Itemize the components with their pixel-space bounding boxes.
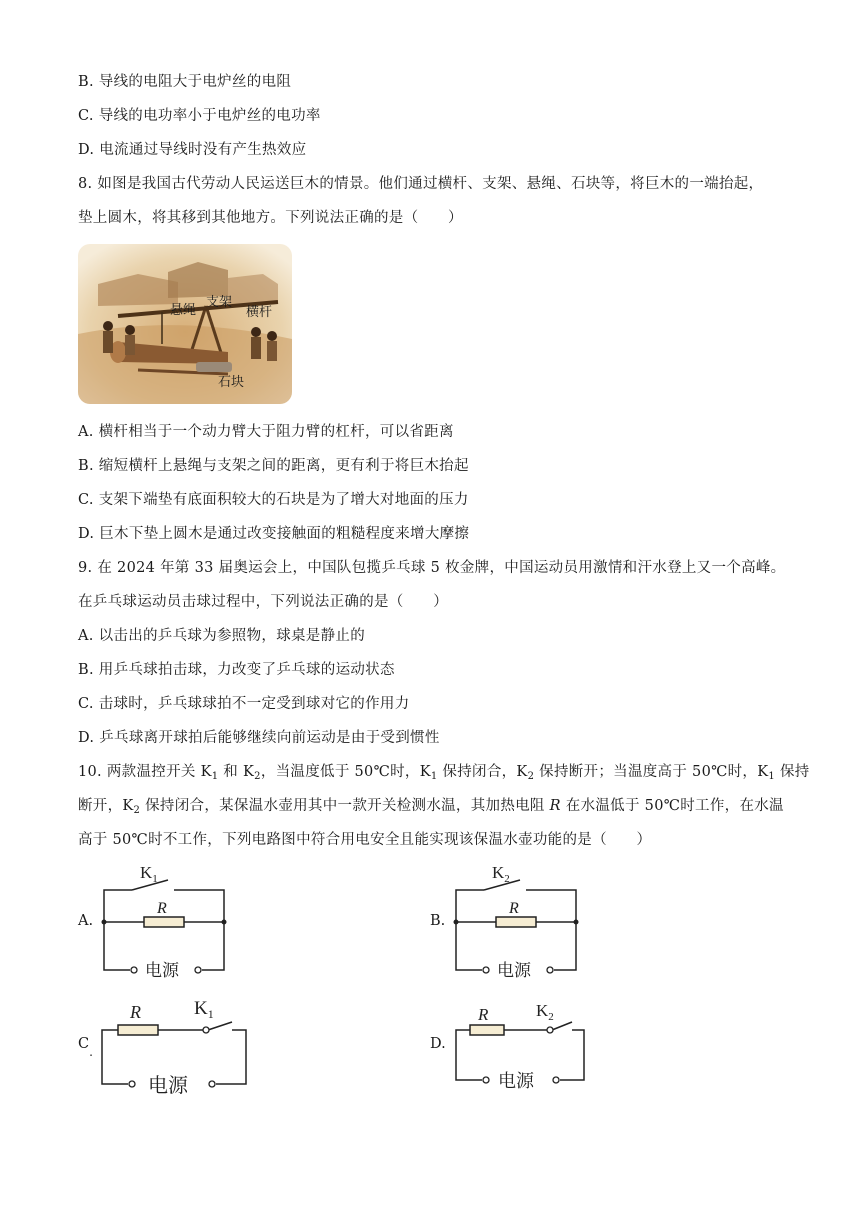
switch-label-k2: $K_2$ bbox=[536, 1001, 554, 1023]
q10-option-a-label: A. bbox=[78, 913, 94, 929]
q8-illustration bbox=[78, 244, 292, 404]
q8-option-b: B. 缩短横杆上悬绳与支架之间的距离，更有利于将巨木抬起 bbox=[78, 458, 469, 474]
ancient-log-transport-image bbox=[78, 244, 292, 404]
q10-circuit-a bbox=[98, 858, 238, 978]
q8-option-a: A. 横杆相当于一个动力臂大于阻力臂的杠杆，可以省距离 bbox=[78, 424, 454, 440]
q7-option-b: B. 导线的电阻大于电炉丝的电阻 bbox=[78, 74, 292, 90]
q10-stem-line1: 10. 两款温控开关 $K_1$ 和 $K_2$，当温度低于 50℃时，$K_1$ 保持闭合，$K_2$ 保持断开；当温度高于 50℃时，$K_1$ 保持 bbox=[78, 764, 810, 782]
q10-option-d-label: D. bbox=[430, 1036, 446, 1052]
q9-option-b: B. 用乒乓球拍击球，力改变了乒乓球的运动状态 bbox=[78, 662, 395, 678]
q10-circuit-c bbox=[96, 990, 256, 1096]
figure-label-stone: 石块 bbox=[218, 374, 245, 389]
q9-option-c: C. 击球时，乒乓球球拍不一定受到球对它的作用力 bbox=[78, 696, 410, 712]
power-source-label: 电源 bbox=[498, 1071, 534, 1090]
resistor-label: R bbox=[130, 1002, 141, 1022]
q10-stem-line2: 断开，$K_2$ 保持闭合，某保温水壶用其中一款开关检测水温，其加热电阻 R 在水温低于 50℃时工作，在水温 bbox=[78, 798, 784, 816]
q8-option-c: C. 支架下端垫有底面积较大的石块是为了增大对地面的压力 bbox=[78, 492, 469, 508]
figure-label-rope: 悬绳 bbox=[170, 302, 197, 317]
q10-circuit-b bbox=[450, 858, 590, 978]
resistor-label: R bbox=[157, 900, 167, 917]
switch-label-k2: $K_2$ bbox=[492, 863, 510, 885]
q10-stem-line3: 高于 50℃时不工作，下列电路图中符合用电安全且能实现该保温水壶功能的是（ ） bbox=[78, 832, 652, 848]
figure-label-lever: 横杆 bbox=[246, 304, 273, 319]
resistor-label: R bbox=[478, 1005, 489, 1024]
power-source-label: 电源 bbox=[497, 961, 531, 978]
q10-circuit-d bbox=[450, 994, 595, 1090]
power-source-label: 电源 bbox=[145, 961, 179, 978]
q8-option-d: D. 巨木下垫上圆木是通过改变接触面的粗糙程度来增大摩擦 bbox=[78, 526, 470, 542]
q9-stem-line2: 在乒乓球运动员击球过程中，下列说法正确的是（ ） bbox=[78, 594, 448, 610]
q10-option-b-label: B. bbox=[430, 913, 446, 929]
q9-option-a: A. 以击出的乒乓球为参照物，球桌是静止的 bbox=[78, 628, 365, 644]
figure-label-frame: 支架 bbox=[206, 294, 233, 309]
switch-label-k1: $K_1$ bbox=[140, 863, 158, 885]
q7-option-c: C. 导线的电功率小于电炉丝的电功率 bbox=[78, 108, 321, 124]
power-source-label: 电源 bbox=[148, 1075, 188, 1096]
q9-option-d: D. 乒乓球离开球拍后能够继续向前运动是由于受到惯性 bbox=[78, 730, 440, 746]
switch-label-k1: $K_1$ bbox=[194, 998, 214, 1021]
q8-stem-line2: 垫上圆木，将其移到其他地方。下列说法正确的是（ ） bbox=[78, 210, 463, 226]
q10-option-c-label: $C_.$ bbox=[78, 1036, 93, 1059]
q7-option-d: D. 电流通过导线时没有产生热效应 bbox=[78, 142, 307, 158]
q9-stem-line1: 9. 在 2024 年第 33 届奥运会上，中国队包揽乒乓球 5 枚金牌，中国运动员用激情和汗水登上又一个高峰。 bbox=[78, 560, 786, 576]
resistor-label: R bbox=[509, 900, 519, 917]
q8-stem-line1: 8. 如图是我国古代劳动人民运送巨木的情景。他们通过横杆、支架、悬绳、石块等，将巨木的一端抬起， bbox=[78, 176, 764, 192]
